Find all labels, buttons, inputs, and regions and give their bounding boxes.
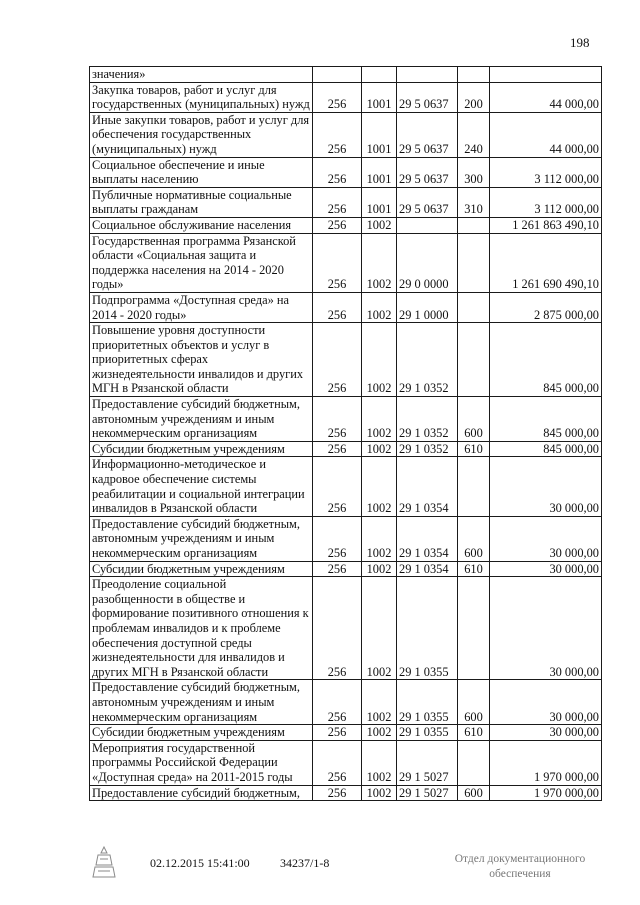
cell-target-article: 29 5 0637 <box>397 187 458 217</box>
table-row <box>90 157 602 187</box>
cell-amount: 3 112 000,00 <box>490 187 602 217</box>
cell-section-code: 1002 <box>362 323 397 397</box>
table-row <box>90 112 602 157</box>
cell-target-article: 29 1 5027 <box>397 785 458 801</box>
cell-expense-type: 600 <box>458 397 490 442</box>
footer-doc-code: 34237/1-8 <box>280 856 330 870</box>
table-row <box>90 397 602 442</box>
cell-ministry-code: 256 <box>313 217 362 233</box>
cell-target-article: 29 1 0352 <box>397 441 458 457</box>
cell-section-code: 1002 <box>362 725 397 741</box>
cell-expense-type <box>458 217 490 233</box>
cell-target-article: 29 1 0000 <box>397 292 458 322</box>
cell-amount: 30 000,00 <box>490 680 602 725</box>
table-row <box>90 577 602 680</box>
table-row <box>90 187 602 217</box>
cell-ministry-code: 256 <box>313 187 362 217</box>
cell-expense-type: 610 <box>458 725 490 741</box>
cell-section-code: 1001 <box>362 112 397 157</box>
cell-expense-type: 300 <box>458 157 490 187</box>
cell-amount: 1 261 690 490,10 <box>490 233 602 292</box>
table-row <box>90 785 602 801</box>
cell-description: Повышение уровня доступности приоритетных объектов и услуг в приоритетных сферах жизнедеятельности инвалидов и других МГН в Рязанской области <box>90 323 313 397</box>
table-row <box>90 67 602 83</box>
budget-table-body <box>90 67 602 801</box>
table-row <box>90 82 602 112</box>
cell-target-article: 29 1 0352 <box>397 397 458 442</box>
cell-target-article: 29 5 0637 <box>397 112 458 157</box>
table-row <box>90 561 602 577</box>
cell-description: Иные закупки товаров, работ и услуг для обеспечения государственных (муниципальных) нужд <box>90 112 313 157</box>
cell-description: Предоставление субсидий бюджетным, автономным учреждениям и иным некоммерческим организациям <box>90 516 313 561</box>
cell-section-code: 1002 <box>362 516 397 561</box>
cell-amount: 2 875 000,00 <box>490 292 602 322</box>
cell-amount: 30 000,00 <box>490 516 602 561</box>
table-row <box>90 292 602 322</box>
cell-ministry-code: 256 <box>313 292 362 322</box>
footer-datetime: 02.12.2015 15:41:00 <box>150 856 250 870</box>
cell-expense-type <box>458 67 490 83</box>
cell-description: Закупка товаров, работ и услуг для государственных (муниципальных) нужд <box>90 82 313 112</box>
cell-target-article: 29 1 5027 <box>397 740 458 785</box>
cell-amount: 845 000,00 <box>490 441 602 457</box>
cell-expense-type <box>458 292 490 322</box>
cell-description: Преодоление социальной разобщенности в обществе и формирование позитивного отношения к проблемам инвалидов и к проблеме обеспечения доступной среды жизнедеятельности для инвалидов и других МГН в Рязанской области <box>90 577 313 680</box>
cell-expense-type <box>458 457 490 516</box>
cell-amount: 30 000,00 <box>490 725 602 741</box>
cell-section-code: 1001 <box>362 187 397 217</box>
cell-ministry-code: 256 <box>313 680 362 725</box>
cell-section-code: 1002 <box>362 292 397 322</box>
table-row <box>90 441 602 457</box>
table-row <box>90 516 602 561</box>
cell-ministry-code: 256 <box>313 577 362 680</box>
cell-amount: 30 000,00 <box>490 577 602 680</box>
cell-description: Мероприятия государственной программы Российской Федерации «Доступная среда» на 2011-2015 годы <box>90 740 313 785</box>
cell-section-code: 1002 <box>362 561 397 577</box>
budget-table <box>89 66 602 801</box>
cell-description: Социальное обеспечение и иные выплаты населению <box>90 157 313 187</box>
cell-description: Субсидии бюджетным учреждениям <box>90 561 313 577</box>
cell-expense-type: 200 <box>458 82 490 112</box>
table-row <box>90 217 602 233</box>
cell-target-article: 29 5 0637 <box>397 157 458 187</box>
cell-ministry-code: 256 <box>313 82 362 112</box>
cell-description: Государственная программа Рязанской области «Социальная защита и поддержка населения на 2014 - 2020 годы» <box>90 233 313 292</box>
cell-section-code <box>362 67 397 83</box>
table-row <box>90 680 602 725</box>
cell-ministry-code: 256 <box>313 561 362 577</box>
cell-amount: 1 970 000,00 <box>490 740 602 785</box>
cell-expense-type: 610 <box>458 561 490 577</box>
cell-expense-type <box>458 577 490 680</box>
cell-description: Информационно-методическое и кадровое обеспечение системы реабилитации и социальной интеграции инвалидов в Рязанской области <box>90 457 313 516</box>
page-number: 198 <box>570 35 590 50</box>
cell-expense-type: 600 <box>458 516 490 561</box>
cell-section-code: 1002 <box>362 441 397 457</box>
footer-department-line2: обеспечения <box>489 868 551 880</box>
cell-target-article: 29 1 0354 <box>397 457 458 516</box>
cell-target-article: 29 1 0355 <box>397 725 458 741</box>
cell-description: Социальное обслуживание населения <box>90 217 313 233</box>
cell-amount: 845 000,00 <box>490 323 602 397</box>
table-row <box>90 323 602 397</box>
cell-amount: 44 000,00 <box>490 82 602 112</box>
table-row <box>90 457 602 516</box>
cell-section-code: 1001 <box>362 157 397 187</box>
cell-section-code: 1002 <box>362 397 397 442</box>
cell-ministry-code: 256 <box>313 233 362 292</box>
cell-ministry-code: 256 <box>313 157 362 187</box>
cell-section-code: 1002 <box>362 785 397 801</box>
cell-description: Предоставление субсидий бюджетным, автономным учреждениям и иным некоммерческим организациям <box>90 397 313 442</box>
footer-department-line1: Отдел документационного <box>454 853 586 865</box>
cell-target-article: 29 1 0354 <box>397 516 458 561</box>
cell-ministry-code: 256 <box>313 457 362 516</box>
footer-department-stamp <box>440 852 600 882</box>
table-row <box>90 725 602 741</box>
cell-expense-type <box>458 323 490 397</box>
cell-ministry-code: 256 <box>313 441 362 457</box>
cell-target-article: 29 1 0354 <box>397 561 458 577</box>
cell-ministry-code: 256 <box>313 323 362 397</box>
cell-description: Публичные нормативные социальные выплаты гражданам <box>90 187 313 217</box>
cell-target-article: 29 1 0355 <box>397 577 458 680</box>
cell-ministry-code: 256 <box>313 785 362 801</box>
cell-ministry-code: 256 <box>313 516 362 561</box>
cell-ministry-code: 256 <box>313 740 362 785</box>
cell-target-article <box>397 67 458 83</box>
cell-section-code: 1002 <box>362 457 397 516</box>
cell-ministry-code: 256 <box>313 725 362 741</box>
cell-amount: 1 970 000,00 <box>490 785 602 801</box>
cell-section-code: 1002 <box>362 740 397 785</box>
cell-section-code: 1002 <box>362 577 397 680</box>
cell-amount: 3 112 000,00 <box>490 157 602 187</box>
cell-amount <box>490 67 602 83</box>
cell-expense-type: 610 <box>458 441 490 457</box>
cell-expense-type <box>458 233 490 292</box>
cell-section-code: 1002 <box>362 680 397 725</box>
cell-amount: 44 000,00 <box>490 112 602 157</box>
cell-ministry-code: 256 <box>313 112 362 157</box>
cell-target-article: 29 5 0637 <box>397 82 458 112</box>
cell-target-article: 29 1 0352 <box>397 323 458 397</box>
cell-target-article: 29 1 0355 <box>397 680 458 725</box>
cell-description: Предоставление субсидий бюджетным, автономным учреждениям и иным некоммерческим организациям <box>90 680 313 725</box>
cell-ministry-code <box>313 67 362 83</box>
cell-amount: 30 000,00 <box>490 561 602 577</box>
cell-ministry-code: 256 <box>313 397 362 442</box>
cell-description: Предоставление субсидий бюджетным, <box>90 785 313 801</box>
table-row <box>90 740 602 785</box>
cell-target-article <box>397 217 458 233</box>
cell-description: Подпрограмма «Доступная среда» на 2014 - 2020 годы» <box>90 292 313 322</box>
cell-amount: 30 000,00 <box>490 457 602 516</box>
stamp-emblem-icon <box>92 845 116 881</box>
cell-section-code: 1001 <box>362 82 397 112</box>
cell-description: Субсидии бюджетным учреждениям <box>90 725 313 741</box>
cell-amount: 845 000,00 <box>490 397 602 442</box>
cell-expense-type: 600 <box>458 680 490 725</box>
cell-amount: 1 261 863 490,10 <box>490 217 602 233</box>
cell-target-article: 29 0 0000 <box>397 233 458 292</box>
cell-expense-type: 600 <box>458 785 490 801</box>
cell-expense-type <box>458 740 490 785</box>
cell-description: Субсидии бюджетным учреждениям <box>90 441 313 457</box>
cell-expense-type: 240 <box>458 112 490 157</box>
cell-description: значения» <box>90 67 313 83</box>
table-row <box>90 233 602 292</box>
cell-section-code: 1002 <box>362 217 397 233</box>
cell-section-code: 1002 <box>362 233 397 292</box>
cell-expense-type: 310 <box>458 187 490 217</box>
